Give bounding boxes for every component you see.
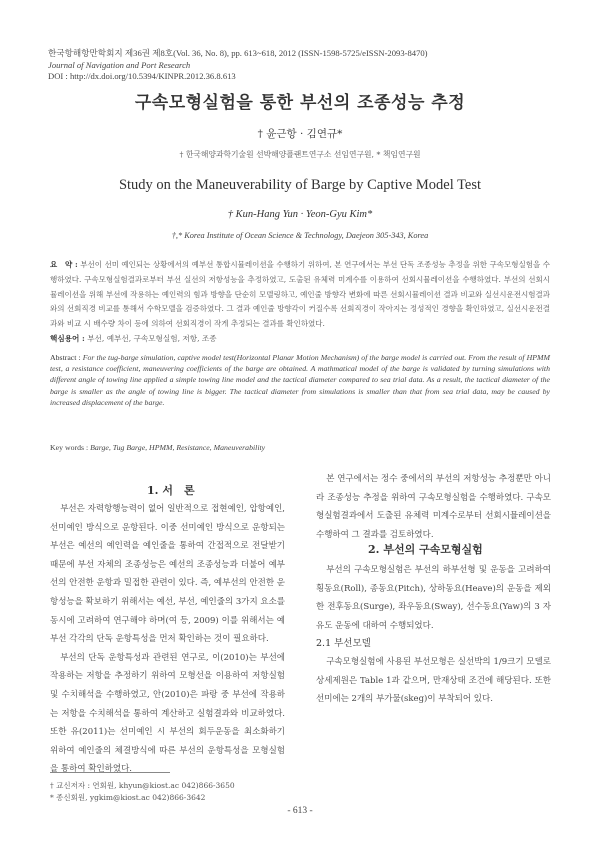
section-1-paragraph-2: 부선의 단독 운항특성과 관련된 연구로, 이(2010)는 부선에 작용하는 저항을 추정하기 위하여 모형선을 이용하여 저항실험 및 수치해석을 수행하였고, 안(2010)은 파랑 중 부선에 작용하는 저항을 수치해석을 통하여 계산하고 실험결과와 비교하였다. 또한 유(2011)는 선미예인 시 부선의 회두운동을 최소화하기 위하여 예인줄의 체결방식에 따른 부선의 운항특성을 모형실험을 통하여 확인하였다. [50,652,285,775]
abstract-english-label: Abstract : [50,353,81,362]
keywords-english [50,443,550,452]
section-1-paragraph-3: 본 연구에서는 정수 중에서의 부선의 저항성능 추정뿐만 아니라 조종성능 추정을 위하여 구속모형실험을 수행하였다. 구속모형실험결과에서 도출된 유체력 미계수로부터 선회시뮬레이션을 수행하여 그 결과를 검토하였다. [316,474,551,540]
keywords-english-label: Key words : [50,443,89,452]
doi-link[interactable]: DOI : http://dx.doi.org/10.5394/KINPR.2012.36.8.613 [48,71,236,81]
left-column [50,500,285,779]
section-2-paragraph-1: 부선의 구속모형실험은 부선의 하부선형 및 운동을 고려하여 횡동요(Roll), 종동요(Pitch), 상하동요(Heave)의 운동을 제외한 전후동요(Surge), 좌우동요(Sway), 선수동요(Yaw)의 3 자유도 운동에 대하여 수행되었다. [316,565,551,631]
right-column-intro [316,470,551,544]
section-1-paragraph-1: 부선은 자력항행능력이 없어 일반적으로 접현예인, 압항예인, 선미예인 방식으로 운항된다. 이중 선미예인 방식으로 운항되는 부선은 예선의 예인력을 예인줄을 통하여 간접적으로 전달받기 때문에 부선 자체의 조종성능은 예선의 조종성능과 더불어 예부선의 안전한 운항과 밀접한 관련이 있다. 즉, 예부선의 안전한 운항성능을 확보하기 위해서는 예선, 부선, 예인줄의 3가지 요소를 동시에 고려하여 연구해야 하며(여 등, 2009) 이를 위해서는 예부선 각각의 단독 운항특성을 먼저 확인하는 것이 필요하다. [50,504,286,645]
abstract-english [50,352,550,408]
abstract-english-text: For the tug-barge simulation, captive model test(Horizontal Planar Motion Mechanism) of the barge model is carried out. From the result of HPMM test, a resistance coefficient, maneuvering coefficients of the barge are obtained. A mathmatical model of the barge is validated by turning simulations with different angle of towing line applied a simple towing line model and the tactical diameter compared to sea trial data. As a result, the tactical diameter of the barge is smaller as the angle of towing line is bigger. The tactical diameter from simulations is smaller than that from sea trial data, may be caused by increased displacement of the barge. [50,353,550,407]
section-2-body [316,561,551,635]
journal-name: Journal of Navigation and Port Research [48,59,191,70]
page-number: - 613 - [287,806,313,816]
section-2-1-heading: 2.1 부선모델 [316,638,371,649]
section-2-heading: 2. 부선의 구속모형실험 [368,543,483,556]
affiliation-korean: † 한국해양과학기술원 선박해양플랜트연구소 선임연구원, * 책임연구원 [179,150,421,159]
section-2-1-paragraph-1: 구속모형실험에 사용된 부선모형은 실선박의 1/9크기 모델로 상세제원은 Table 1과 같으며, 만재상태 조건에 해당된다. 또한 선미에는 2개의 부가물(skeg)이 부착되어 있다. [316,657,551,705]
keywords-korean [50,333,550,344]
abstract-korean [50,258,550,332]
authors-english: † Kun-Hang Yun · Yeon-Gyu Kim* [227,209,373,220]
authors-korean: † 윤근항 · 김연규* [257,128,343,140]
keywords-english-text: Barge, Tug Barge, HPMM, Resistance, Maneuverability [90,443,266,452]
keywords-korean-label: 핵심용어 : [50,334,85,343]
title-english: Study on the Maneuverability of Barge by Captive Model Test [118,177,482,193]
affiliation-english: †,* Korea Institute of Ocean Science & Technology, Daejeon 305-343, Korea [171,231,429,240]
footnote-corresponding-author: † 교신저자 : 연회원, khyun@kiost.ac 042)866-3650 [50,781,235,790]
keywords-korean-text: 부선, 예부선, 구속모형실험, 저항, 조종 [87,334,217,343]
journal-citation: 한국항해항만학회지 제36권 제8호(Vol. 36, No. 8), pp. 613~618, 2012 (ISSN-1598-5725/eISSN-2093-8470) [48,48,428,58]
footnote-coauthor: * 종신회원, ygkim@kiost.ac 042)866-3642 [50,793,206,802]
section-2-1-body [316,653,551,709]
abstract-korean-text: 부선이 선미 예인되는 상황에서의 예부선 통합시뮬레이션을 수행하기 위하여, 본 연구에서는 부선 단독 조종성능 추정을 위한 구속모형실험을 수행하였다. 구속모형실험결과로부터 부선 실선의 저항성능을 추정하였고, 도출된 유체력 미계수를 이용하여 선회시뮬레이션을 수행하였다. 부선의 선회시뮬레이션을 위해 부선에 작용하는 예인력의 힘과 방향을 단순히 모델링하고, 예인줄 방향각 변화에 따른 선회시뮬레이션 결과 비교와 실선시운전시험결과와의 선회직경 비교를 통해서 수학모델을 검증하였다. 그 결과 예인줄 방향각이 커질수록 선회직경이 작아지는 정성적인 경향을 확인하였고, 실선시운전결과와 비교 시 배수량 차이 등에 의하여 선회직경이 작게 추정되는 결과를 확인하였다. [50,260,550,329]
title-korean: 구속모형실험을 통한 부선의 조종성능 추정 [134,93,466,113]
footnote-rule [50,772,170,773]
section-1-heading: 1. 서 론 [147,484,195,497]
journal-header [48,48,428,83]
abstract-korean-label: 요 약 : [50,260,78,269]
